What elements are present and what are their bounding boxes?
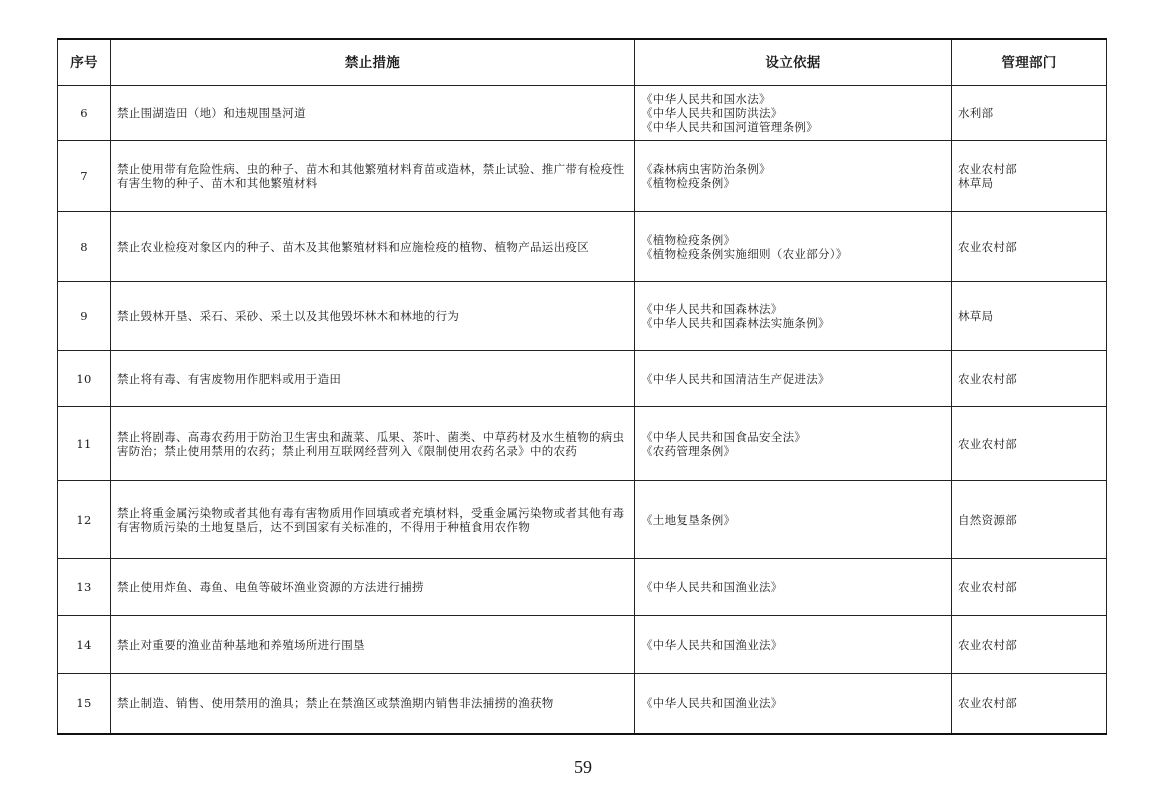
table-row bbox=[58, 86, 1107, 141]
row-number: 15 bbox=[58, 674, 111, 734]
row-number: 13 bbox=[58, 559, 111, 616]
row-measure: 禁止使用炸鱼、毒鱼、电鱼等破坏渔业资源的方法进行捕捞 bbox=[111, 559, 635, 616]
row-department bbox=[952, 212, 1107, 282]
department-name: 农业农村部 bbox=[958, 436, 1017, 451]
basis-law: 《中华人民共和国食品安全法》 bbox=[641, 429, 807, 444]
basis-law: 《森林病虫害防治条例》 bbox=[641, 162, 771, 176]
row-measure: 禁止农业检疫对象区内的种子、苗木及其他繁殖材料和应施检疫的植物、植物产品运出疫区 bbox=[111, 212, 635, 282]
row-basis bbox=[635, 141, 952, 212]
row-measure: 禁止毁林开垦、采石、采砂、采土以及其他毁坏林木和林地的行为 bbox=[111, 282, 635, 351]
row-department bbox=[952, 351, 1107, 407]
basis-law: 《中华人民共和国渔业法》 bbox=[641, 696, 783, 711]
row-measure: 禁止将有毒、有害废物用作肥料或用于造田 bbox=[111, 351, 635, 407]
department-name: 农业农村部 bbox=[958, 162, 1017, 176]
basis-law: 《中华人民共和国渔业法》 bbox=[641, 580, 783, 594]
department-name: 农业农村部 bbox=[958, 580, 1017, 594]
row-measure: 禁止围湖造田（地）和违规围垦河道 bbox=[111, 86, 635, 141]
basis-law: 《中华人民共和国防洪法》 bbox=[641, 106, 783, 120]
row-number: 10 bbox=[58, 351, 111, 407]
department-name: 自然资源部 bbox=[958, 512, 1017, 527]
row-basis bbox=[635, 481, 952, 559]
row-basis bbox=[635, 674, 952, 734]
table-row bbox=[58, 674, 1107, 734]
table-row bbox=[58, 351, 1107, 407]
table-row bbox=[58, 559, 1107, 616]
row-basis bbox=[635, 212, 952, 282]
row-department bbox=[952, 141, 1107, 212]
row-number: 9 bbox=[58, 282, 111, 351]
row-number: 8 bbox=[58, 212, 111, 282]
row-department bbox=[952, 481, 1107, 559]
row-number: 14 bbox=[58, 616, 111, 674]
row-basis bbox=[635, 407, 952, 481]
row-measure: 禁止将剧毒、高毒农药用于防治卫生害虫和蔬菜、瓜果、茶叶、菌类、中草药材及水生植物的病虫害防治；禁止使用禁用的农药；禁止利用互联网经营列入《限制使用农药名录》中的农药 bbox=[111, 407, 635, 481]
prohibition-table bbox=[57, 38, 1107, 735]
table-row bbox=[58, 481, 1107, 559]
header-managing-department: 管理部门 bbox=[952, 39, 1107, 86]
header-serial-number: 序号 bbox=[58, 39, 111, 86]
row-basis bbox=[635, 282, 952, 351]
basis-law: 《中华人民共和国清洁生产促进法》 bbox=[641, 371, 830, 386]
department-name: 农业农村部 bbox=[958, 696, 1017, 711]
row-measure: 禁止制造、销售、使用禁用的渔具；禁止在禁渔区或禁渔期内销售非法捕捞的渔获物 bbox=[111, 674, 635, 734]
row-department bbox=[952, 616, 1107, 674]
page-number: 59 bbox=[574, 757, 592, 777]
header-legal-basis: 设立依据 bbox=[635, 39, 952, 86]
basis-law: 《中华人民共和国森林法实施条例》 bbox=[641, 316, 830, 330]
row-basis bbox=[635, 559, 952, 616]
table-row bbox=[58, 616, 1107, 674]
department-name: 农业农村部 bbox=[958, 239, 1017, 254]
row-measure: 禁止对重要的渔业苗种基地和养殖场所进行围垦 bbox=[111, 616, 635, 674]
row-department bbox=[952, 86, 1107, 141]
basis-law: 《中华人民共和国渔业法》 bbox=[641, 637, 783, 652]
department-name: 水利部 bbox=[958, 106, 994, 120]
basis-law: 《植物检疫条例实施细则（农业部分）》 bbox=[641, 246, 848, 261]
basis-law: 《植物检疫条例》 bbox=[641, 176, 736, 190]
department-name: 农业农村部 bbox=[958, 371, 1017, 386]
row-department bbox=[952, 559, 1107, 616]
department-name: 林草局 bbox=[958, 176, 994, 190]
basis-law: 《农药管理条例》 bbox=[641, 443, 736, 458]
basis-law: 《中华人民共和国森林法》 bbox=[641, 302, 783, 316]
basis-law: 《土地复垦条例》 bbox=[641, 512, 736, 527]
row-department bbox=[952, 674, 1107, 734]
table-row bbox=[58, 407, 1107, 481]
row-basis bbox=[635, 616, 952, 674]
row-department bbox=[952, 407, 1107, 481]
table-header-row bbox=[58, 39, 1107, 86]
row-number: 7 bbox=[58, 141, 111, 212]
table-row bbox=[58, 212, 1107, 282]
basis-law: 《植物检疫条例》 bbox=[641, 232, 736, 247]
row-measure: 禁止使用带有危险性病、虫的种子、苗木和其他繁殖材料育苗或造林，禁止试验、推广带有检疫性有害生物的种子、苗木和其他繁殖材料 bbox=[111, 141, 635, 212]
row-department bbox=[952, 282, 1107, 351]
header-prohibition-measure: 禁止措施 bbox=[111, 39, 635, 86]
row-number: 6 bbox=[58, 86, 111, 141]
row-measure: 禁止将重金属污染物或者其他有毒有害物质用作回填或者充填材料，受重金属污染物或者其他有毒有害物质污染的土地复垦后，达不到国家有关标准的，不得用于种植食用农作物 bbox=[111, 481, 635, 559]
row-basis bbox=[635, 86, 952, 141]
department-name: 农业农村部 bbox=[958, 637, 1017, 652]
basis-law: 《中华人民共和国河道管理条例》 bbox=[641, 120, 818, 134]
table-row bbox=[58, 141, 1107, 212]
row-number: 11 bbox=[58, 407, 111, 481]
table-row bbox=[58, 282, 1107, 351]
row-basis bbox=[635, 351, 952, 407]
department-name: 林草局 bbox=[958, 309, 994, 323]
basis-law: 《中华人民共和国水法》 bbox=[641, 92, 771, 106]
row-number: 12 bbox=[58, 481, 111, 559]
